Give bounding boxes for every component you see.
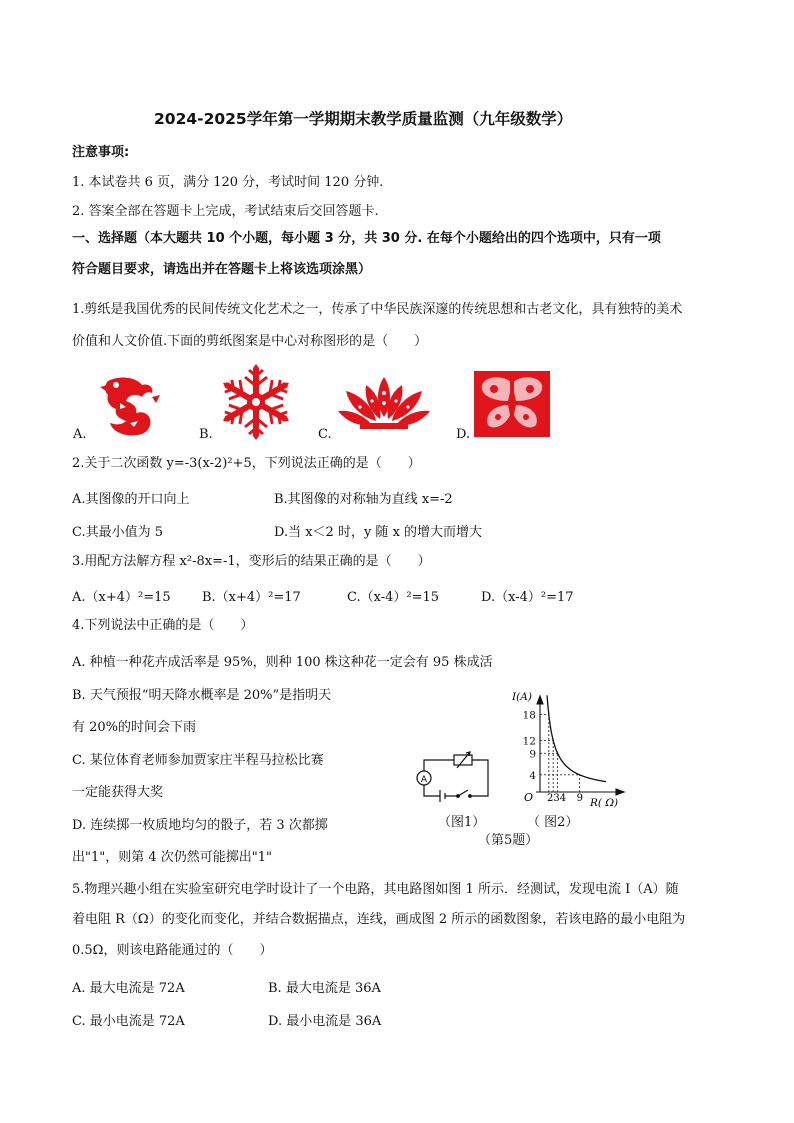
x-axis-label: R( Ω)	[590, 797, 619, 809]
dragon-papercut-icon	[96, 373, 162, 439]
q4-option-a: A. 种植一种花卉成活率是 95%，则种 100 株这种花一定会有 95 株成活	[72, 655, 493, 670]
fig2-caption: （ 图2）	[527, 815, 579, 830]
q4-option-c-line1: C. 某位体育老师参加贾家庄半程马拉松比赛	[72, 753, 324, 768]
q5-option-d: D. 最小电流是 36A	[268, 1014, 382, 1029]
current-resistance-chart	[500, 690, 630, 808]
q1-stem-line1: 1.剪纸是我国优秀的民间传统文化艺术之一，传承了中华民族深邃的传统思想和古老文化，具有独特的美术	[72, 302, 683, 317]
inverse-curve	[547, 695, 606, 781]
q4-stem: 4.下列说法中正确的是（ ）	[72, 618, 254, 633]
q5-stem-line3: 0.5Ω，则该电路能通过的（ ）	[72, 943, 273, 958]
fig-group-caption: （第5题）	[478, 833, 539, 848]
q1-option-c: C.	[318, 427, 332, 442]
section-heading-line1: 一、选择题（本大题共 10 个小题，每小题 3 分，共 30 分. 在每个小题给出的四个选项中，只有一项	[72, 231, 661, 246]
q4-option-b-line2: 有 20%的时间会下雨	[72, 720, 197, 735]
q2-option-a: A.其图像的开口向上	[72, 492, 190, 507]
q2-option-b: B.其图像的对称轴为直线 x=-2	[274, 492, 453, 507]
circuit-diagram	[410, 752, 496, 804]
q3-option-c: C.（x-4）²=15	[347, 590, 440, 605]
notes-item-1: 1. 本试卷共 6 页，满分 120 分，考试时间 120 分钟.	[72, 175, 384, 190]
page-title: 2024-2025学年第一学期期末教学质量监测（九年级数学）	[154, 110, 573, 128]
q3-stem: 3.用配方法解方程 x²-8x=-1，变形后的结果正确的是（ ）	[72, 554, 431, 569]
notes-item-2: 2. 答案全部在答题卡上完成，考试结束后交回答题卡.	[72, 204, 379, 219]
q1-stem-line2: 价值和人文价值.下面的剪纸图案是中心对称图形的是（ ）	[72, 334, 428, 349]
butterfly-papercut-icon	[474, 371, 550, 437]
q1-option-b: B.	[199, 427, 213, 442]
q5-option-a: A. 最大电流是 72A	[72, 981, 185, 996]
q3-option-a: A.（x+4）²=15	[72, 590, 171, 605]
q1-option-d: D.	[456, 427, 471, 442]
section-heading-line2: 符合题目要求，请选出并在答题卡上将该选项涂黑）	[72, 262, 372, 277]
q5-stem-line1: 5.物理兴趣小组在实验室研究电学时设计了一个电路，其电路图如图 1 所示．经测试，发现电流 I（A）随	[72, 882, 679, 897]
q4-option-d-line2: 出"1"，则第 4 次仍然可能掷出"1"	[72, 850, 272, 865]
q3-option-b: B.（x+4）²=17	[202, 590, 301, 605]
x-tick-9: 9	[576, 793, 583, 804]
q4-option-c-line2: 一定能获得大奖	[72, 785, 164, 800]
fig1-caption: （图1）	[438, 815, 486, 830]
y-tick-18: 18	[522, 709, 536, 722]
y-tick-9: 9	[529, 748, 536, 761]
ammeter-label: A	[420, 775, 428, 785]
y-tick-4: 4	[529, 769, 536, 782]
x-tick-234: 234	[547, 793, 567, 804]
q4-option-d-line1: D. 连续掷一枚质地均匀的骰子，若 3 次都掷	[72, 818, 328, 833]
q4-option-b-line1: B. 天气预报“明天降水概率是 20%”是指明天	[72, 688, 332, 703]
lotus-papercut-icon	[336, 375, 432, 431]
q5-option-c: C. 最小电流是 72A	[72, 1014, 185, 1029]
q1-option-a: A.	[73, 427, 87, 442]
q5-stem-line2: 着电阻 R（Ω）的变化而变化，并结合数据描点，连线，画成图 2 所示的函数图象，若该电路的最小电阻为	[72, 912, 686, 927]
q3-option-d: D.（x-4）²=17	[481, 590, 574, 605]
snowflake-papercut-icon	[218, 364, 294, 440]
y-axis-label: I(A)	[512, 691, 532, 703]
q2-option-d: D.当 x＜2 时，y 随 x 的增大而增大	[274, 525, 483, 540]
q2-option-c: C.其最小值为 5	[72, 525, 164, 540]
origin-label: O	[524, 791, 534, 804]
notes-heading: 注意事项:	[72, 145, 130, 160]
q2-stem: 2.关于二次函数 y=-3(x-2)²+5，下列说法正确的是（ ）	[72, 456, 421, 471]
y-tick-12: 12	[522, 735, 536, 748]
q5-option-b: B. 最大电流是 36A	[268, 981, 381, 996]
